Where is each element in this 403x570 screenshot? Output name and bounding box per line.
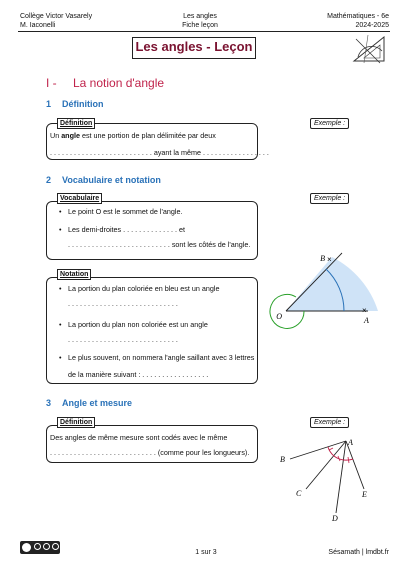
header-year: 2024-2025 xyxy=(355,22,389,29)
definition-box xyxy=(46,425,258,463)
header-type: Fiche leçon xyxy=(182,22,218,29)
vocab-item-1: • Le point O est le sommet de l'angle. xyxy=(68,207,182,216)
svg-text:×: × xyxy=(327,255,332,264)
definition-tag: Définition xyxy=(57,118,95,129)
section-title: La notion d'angle xyxy=(73,76,165,90)
notation-item-1: • La portion du plan coloriée en bleu est un angle xyxy=(68,284,219,293)
footer-credit: Sésamath | lmdbt.fr xyxy=(328,549,389,556)
subsection-number: 3 xyxy=(46,398,52,408)
equal-angles-figure xyxy=(276,433,386,525)
label-e: E xyxy=(362,490,367,499)
label-a: A xyxy=(348,438,353,447)
notation-box xyxy=(46,277,258,384)
definition-line-2: . . . . . . . . . . . . . . . . . . . . . . . . . . ayant la même . . . . . . . . . . . . . . . . . xyxy=(50,148,269,157)
header-subject: Mathématiques - 6e xyxy=(327,13,389,20)
example-tag: Exemple : xyxy=(310,193,349,204)
section-number: I - xyxy=(46,76,57,90)
angle-fill xyxy=(286,257,378,311)
notation-item-3-cont: de la manière suivant : . . . . . . . . . . . . . . . . . xyxy=(68,370,209,379)
geometry-tools-logo xyxy=(350,33,390,65)
svg-text:×: × xyxy=(362,306,367,315)
subsection-title: Angle et mesure xyxy=(62,398,133,408)
subsection-title: Définition xyxy=(62,99,104,109)
subsection-title: Vocabulaire et notation xyxy=(62,175,161,185)
notation-tag: Notation xyxy=(57,269,91,280)
title-box xyxy=(132,37,256,59)
vocabulary-tag: Vocabulaire xyxy=(57,193,102,204)
label-o: O xyxy=(276,312,282,321)
example-tag: Exemple : xyxy=(310,118,349,129)
cc-license-badge xyxy=(20,541,60,554)
label-c: C xyxy=(296,489,302,498)
header-topic: Les angles xyxy=(183,13,217,20)
subsection-number: 2 xyxy=(46,175,52,185)
label-d: D xyxy=(332,514,338,523)
label-a: A xyxy=(364,316,369,325)
notation-item-2: • La portion du plan non coloriée est un angle xyxy=(68,320,208,329)
notation-item-2-cont: . . . . . . . . . . . . . . . . . . . . . . . . . . . . xyxy=(68,335,178,344)
angle-figure xyxy=(268,245,388,335)
measure-line-1: Des angles de même mesure sont codés avec le même xyxy=(50,433,228,442)
definition-tag: Définition xyxy=(57,417,95,428)
page-number: 1 sur 3 xyxy=(195,549,217,556)
header-teacher: M. Iaconelli xyxy=(20,22,56,29)
notation-item-3: • Le plus souvent, on nommera l'angle saillant avec 3 lettres xyxy=(68,353,254,362)
vocab-item-2-cont: . . . . . . . . . . . . . . . . . . . . . . . . . . sont les côtés de l'angle. xyxy=(68,240,251,249)
header-rule xyxy=(18,31,390,32)
definition-line-1: Un angle est une portion de plan délimitée par deux xyxy=(50,131,216,140)
subsection-number: 1 xyxy=(46,99,52,109)
notation-item-1-cont: . . . . . . . . . . . . . . . . . . . . . . . . . . . . xyxy=(68,299,178,308)
vocab-item-2: • Les demi-droites . . . . . . . . . . . . . . et xyxy=(68,225,185,234)
example-tag: Exemple : xyxy=(310,417,349,428)
label-b: B xyxy=(320,254,325,263)
page-title: Les angles - Leçon xyxy=(135,39,253,54)
header-school: Collège Victor Vasarely xyxy=(20,13,93,20)
measure-line-2: . . . . . . . . . . . . . . . . . . . . . . . . . . . (comme pour les longueurs). xyxy=(50,448,250,457)
label-b: B xyxy=(280,455,285,464)
